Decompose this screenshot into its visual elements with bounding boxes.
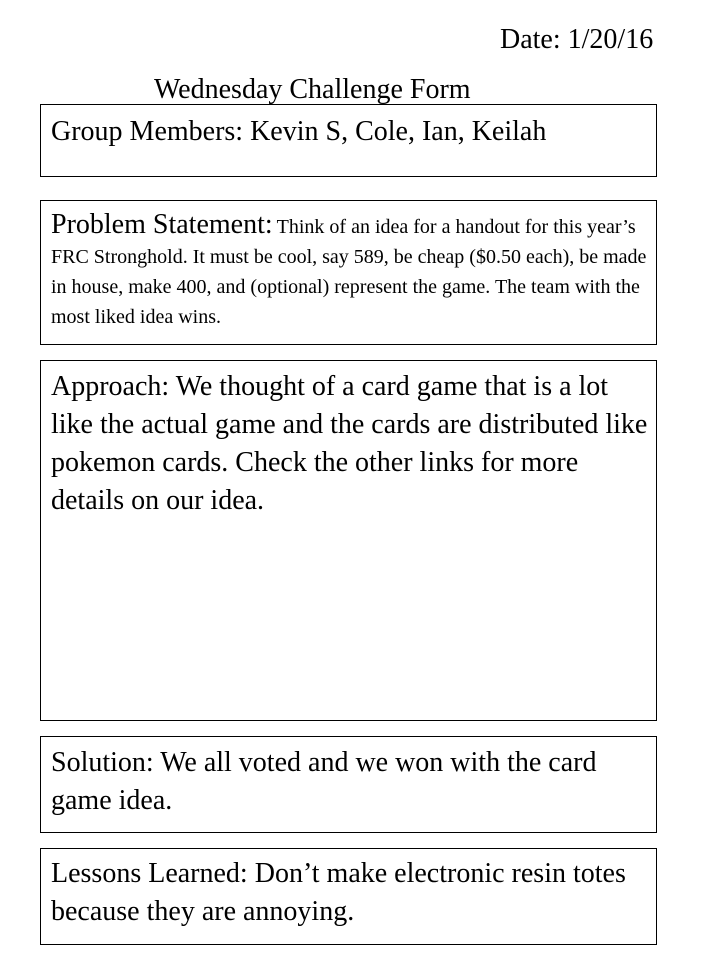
problem-statement-text <box>51 210 648 333</box>
approach-text <box>51 368 648 520</box>
group-members-box <box>40 104 657 177</box>
lessons-learned-text <box>51 855 648 931</box>
date-label: Date: 1/20/16 <box>500 24 654 55</box>
lessons-learned-box <box>40 848 657 945</box>
lessons-learned-label: Lessons Learned: <box>51 858 248 889</box>
solution-box <box>40 736 657 833</box>
group-members-label: Group Members: <box>51 116 244 147</box>
approach-label: Approach: <box>51 371 170 402</box>
solution-label: Solution: <box>51 747 154 778</box>
problem-statement-label: Problem Statement: <box>51 209 273 240</box>
approach-body: We thought of a card game that is a lot like the actual game and the cards are distributed like pokemon cards. Check the other links for more details on our idea. <box>51 371 648 516</box>
approach-box <box>40 360 657 721</box>
problem-statement-box <box>40 200 657 345</box>
form-title: Wednesday Challenge Form <box>154 74 471 105</box>
problem-statement-body: Think of an idea for a handout for this year’s FRC Stronghold. It must be cool, say 589, be cheap ($0.50 each), be made in house, make 400, and (optional) represent the game. The team with the most liked idea wins. <box>51 216 647 328</box>
group-members-value: Kevin S, Cole, Ian, Keilah <box>250 116 547 147</box>
solution-body: We all voted and we won with the card game idea. <box>51 747 597 816</box>
solution-text <box>51 744 648 820</box>
group-members-text <box>51 113 648 151</box>
lessons-learned-body: Don’t make electronic resin totes because they are annoying. <box>51 858 626 927</box>
